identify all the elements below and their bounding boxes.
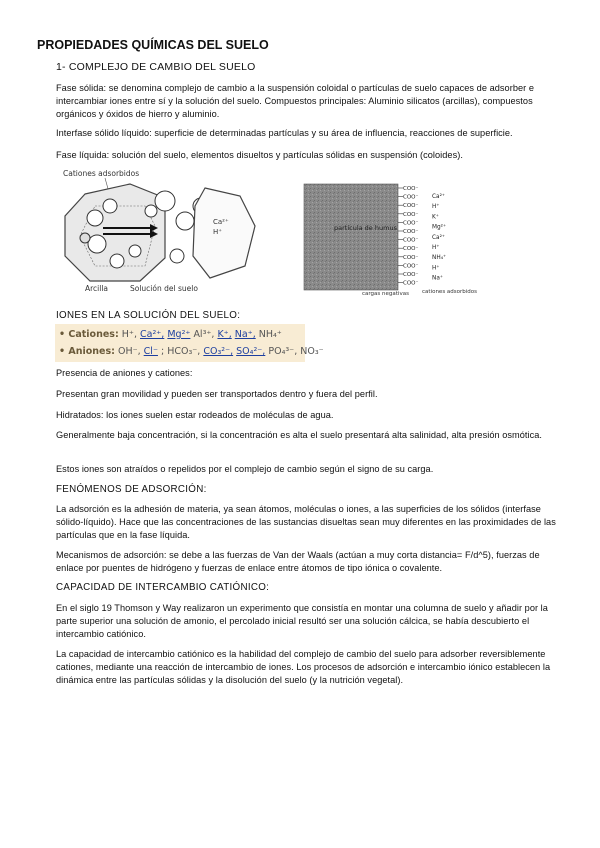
paragraph-hidratados: Hidratados: los iones suelen estar rodeados de moléculas de agua. xyxy=(56,410,334,420)
coo-label: COO⁻ xyxy=(403,246,419,253)
cation-item: Ca²⁺, xyxy=(140,329,165,340)
ion-label: Ca²⁺ xyxy=(432,234,445,241)
aniones-label: • Aniones: xyxy=(59,346,115,357)
ion-labels-group xyxy=(432,193,446,282)
anion-item: NO₃⁻ xyxy=(300,346,324,357)
coo-label: COO⁻ xyxy=(403,254,419,261)
ion-label: Na⁺ xyxy=(432,275,443,282)
paragraph-siglo: En el siglo 19 Thomson y Way realizaron un experimento que consistía en montar una columna de suelo y añadir por la parte superior una solución de amonio, el percolado inicial resultó ser una solución cálcica, se había descubierto el intercambio catiónico. xyxy=(56,603,548,639)
anion-item: Cl⁻ xyxy=(143,346,158,357)
ion-label: H⁺ xyxy=(432,245,440,251)
humus-center-label: partícula de humus xyxy=(334,224,397,232)
cation-item: Mg²⁺ xyxy=(167,329,191,340)
ions-box xyxy=(55,324,324,362)
ion-label: NH₄⁺ xyxy=(432,255,447,262)
anion-item: SO₄²⁻, xyxy=(236,346,266,357)
anion-item: PO₄³⁻, xyxy=(268,346,298,357)
coo-labels-group xyxy=(398,186,418,287)
anion-item: CO₃²⁻, xyxy=(203,346,234,357)
clay-particle-diagram xyxy=(55,166,260,296)
fig1-label-arcilla: Arcilla xyxy=(85,284,109,293)
cation-item: H⁺, xyxy=(121,329,137,340)
svg-text:Ca²⁺: Ca²⁺ xyxy=(213,218,229,226)
section-heading-iones: IONES EN LA SOLUCIÓN DEL SUELO: xyxy=(56,310,241,321)
coo-label: COO⁻ xyxy=(403,229,419,235)
ion-label: H⁺ xyxy=(432,204,440,211)
cation-item: Al³⁺, xyxy=(193,329,215,340)
ion-label: K⁺ xyxy=(432,214,439,221)
coo-label: COO⁻ xyxy=(403,186,419,192)
coo-label: COO⁻ xyxy=(403,237,419,244)
paragraph-movilidad: Presentan gran movilidad y pueden ser transportados dentro y fuera del perfil. xyxy=(56,389,378,399)
coo-label: COO⁻ xyxy=(403,211,419,218)
section-heading-adsorcion: FENÓMENOS DE ADSORCIÓN: xyxy=(56,484,207,495)
page-title: PROPIEDADES QUÍMICAS DEL SUELO xyxy=(37,38,269,52)
section-heading-complejo: 1- COMPLEJO DE CAMBIO DEL SUELO xyxy=(56,61,256,73)
coo-label: COO⁻ xyxy=(403,220,419,227)
paragraph-capacidad: La capacidad de intercambio catiónico es la habilidad del complejo de cambio del suelo para adsorber reversiblemente cationes, mediante una reacción de intercambio de iones. Los procesos de adsorción e intercambio iónico establecen la dinámica entre las partículas sólidas y la disolución del suelo (y la nutrición vegetal). xyxy=(56,649,551,685)
paragraph-atraidos: Estos iones son atraídos o repelidos por el complejo de cambio según el signo de su carga. xyxy=(56,464,434,474)
coo-label: COO⁻ xyxy=(403,263,419,270)
cation-item: Na⁺, xyxy=(234,329,256,340)
ion-label: H⁺ xyxy=(432,265,440,272)
fig1-label-solucion: Solución del suelo xyxy=(130,284,198,293)
paragraph-mecanismos: Mecanismos de adsorción: se debe a las fuerzas de Van der Waals (actúan a muy corta distancia= F/d^5), fuerzas de enlace por puentes de hidrógeno y fuerzas de enlace entre átomos de tipo iónica o covalente. xyxy=(56,550,540,573)
aniones-row xyxy=(59,346,324,357)
cationes-label: • Cationes: xyxy=(59,329,119,340)
paragraph-fase-solida: Fase sólida: se denomina complejo de cambio a la suspensión coloidal o partículas de suelo capaces de adsorber e intercambiar iones entre sí y la solución del suelo. Compuestos principales: Aluminio silicatos (arcillas), compuestos orgánicos y óxidos de hierro y aluminio. xyxy=(56,83,535,119)
coo-label: COO⁻ xyxy=(403,280,419,287)
cation-item: K⁺, xyxy=(217,329,232,340)
coo-label: COO⁻ xyxy=(403,194,419,201)
coo-label: COO⁻ xyxy=(403,203,419,210)
paragraph-adsorcion: La adsorción es la adhesión de materia, ya sean átomos, moléculas o iones, a las superficies de los sólidos (interfase sólido-líquido). Hace que las concentraciones de las sustancias disueltas sean muy diferentes en las proximidades de las partículas que en la fase líquida. xyxy=(56,504,556,540)
caption-cargas: cargas negativas xyxy=(362,291,409,297)
cation-item: NH₄⁺ xyxy=(258,329,282,340)
paragraph-concentracion: Generalmente baja concentración, si la concentración es alta el suelo presentará alta salinidad, alta presión osmótica. xyxy=(56,430,543,440)
coo-label: COO⁻ xyxy=(403,272,419,278)
paragraph-fase-liquida: Fase líquida: solución del suelo, elementos disueltos y partículas sólidas en suspensión (coloides). xyxy=(56,150,463,160)
humus-particle-diagram xyxy=(302,180,478,305)
ion-label: Ca²⁺ xyxy=(432,194,445,200)
paragraph-presencia: Presencia de aniones y cationes: xyxy=(56,368,193,378)
anion-item: OH⁻, xyxy=(117,346,141,357)
fig1-label-top: Cationes adsorbidos xyxy=(63,169,140,178)
anion-item: ; HCO₃⁻, xyxy=(161,346,201,357)
cationes-row xyxy=(59,329,282,340)
svg-text:H⁺: H⁺ xyxy=(213,228,222,236)
caption-cationes: cationes adsorbidos xyxy=(422,289,478,295)
section-heading-cic: CAPACIDAD DE INTERCAMBIO CATIÓNICO: xyxy=(56,582,270,593)
ion-label: Mg²⁺ xyxy=(432,224,447,231)
paragraph-interfase: Interfase sólido líquido: superficie de determinadas partículas y su área de influencia, reacciones de superficie. xyxy=(56,128,513,138)
